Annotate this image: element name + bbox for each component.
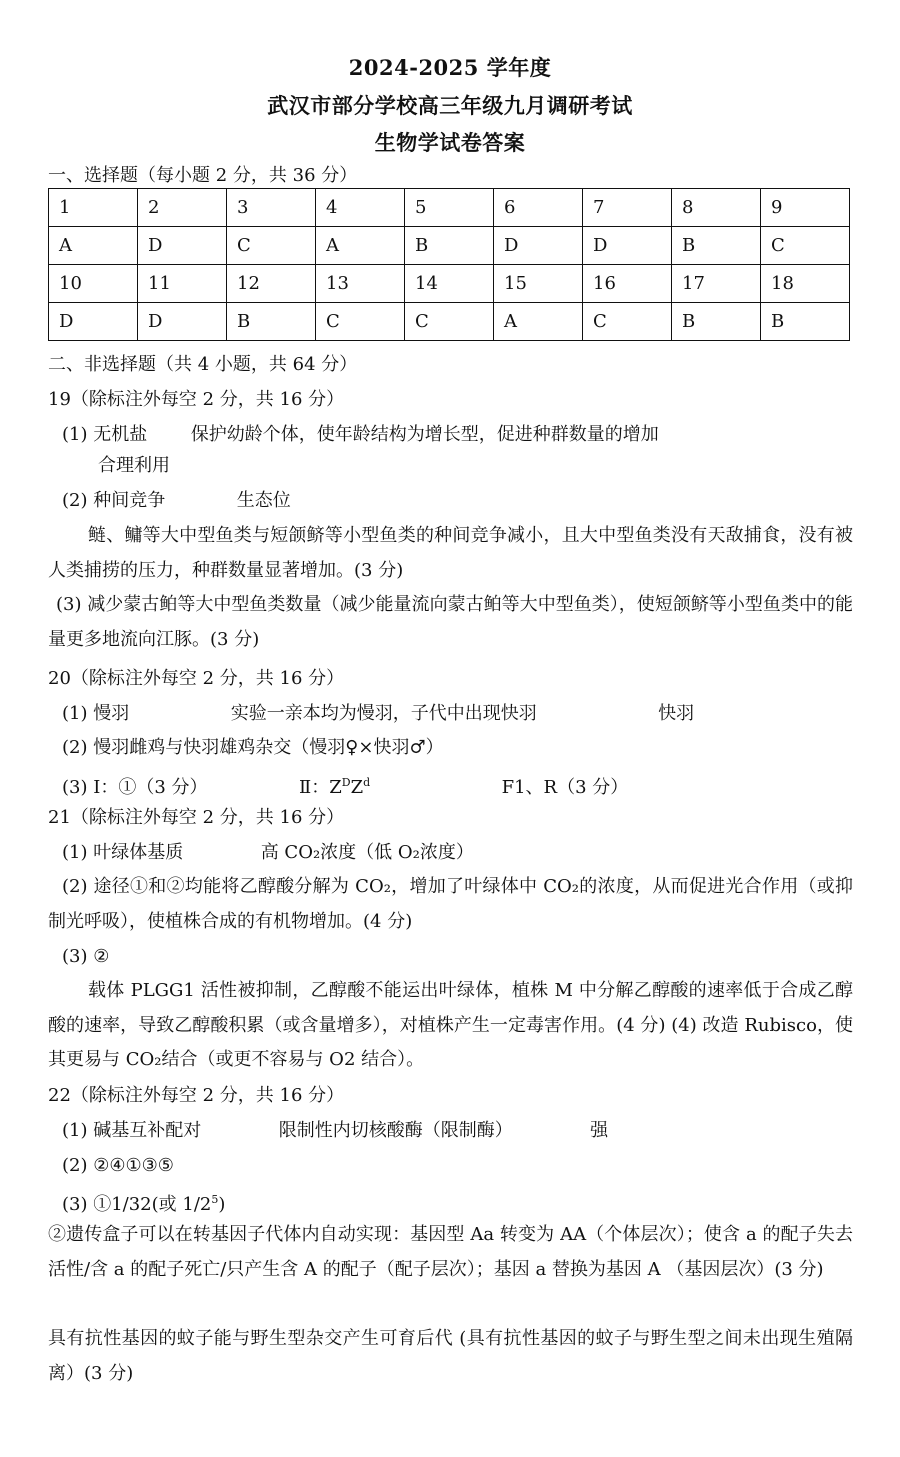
genotype-letter: Z: [329, 777, 342, 798]
answer-text: 限制性内切核酸酶（限制酶）: [278, 1120, 513, 1141]
q21-part1: [62, 842, 474, 864]
table-cell: D: [494, 227, 583, 265]
table-cell: D: [49, 303, 138, 341]
genotype-answer: [299, 777, 370, 798]
answer-text: 强: [590, 1120, 609, 1141]
table-cell: D: [138, 227, 227, 265]
q20-heading: 20（除标注外每空 2 分，共 16 分）: [48, 668, 345, 689]
answer-label: Ⅱ：: [299, 777, 330, 798]
table-cell: B: [227, 303, 316, 341]
title-subject: 生物学试卷答案: [374, 130, 526, 155]
section1-heading: 一、选择题（每小题 2 分，共 36 分）: [48, 165, 358, 186]
answer-text: 碱基互补配对: [93, 1120, 202, 1141]
q20-part3: [62, 772, 628, 799]
q20-part1: [62, 703, 694, 725]
part-number: (1): [62, 424, 88, 445]
table-cell: B: [672, 227, 761, 265]
answer-text: 高 CO₂浓度（低 O₂浓度）: [260, 842, 474, 863]
q21-heading: 21（除标注外每空 2 分，共 16 分）: [48, 807, 345, 828]
table-cell: C: [405, 303, 494, 341]
table-row: [49, 303, 850, 341]
table-cell: C: [761, 227, 850, 265]
exponent: 5: [211, 1193, 219, 1206]
answer-text: (3) ①1/32(或 1/2: [62, 1194, 212, 1215]
table-cell: 12: [227, 265, 316, 303]
genotype-letter: Z: [350, 777, 364, 798]
table-row: [49, 189, 850, 227]
table-cell: 11: [138, 265, 227, 303]
table-cell: A: [49, 227, 138, 265]
answer-text: 保护幼龄个体，使年龄结构为增长型，促进种群数量的增加: [190, 424, 659, 445]
table-cell: 3: [227, 189, 316, 227]
answer-text: 快羽: [658, 703, 695, 724]
answer-text: ): [218, 1194, 226, 1215]
table-cell: 2: [138, 189, 227, 227]
table-cell: 13: [316, 265, 405, 303]
table-cell: 1: [49, 189, 138, 227]
table-cell: C: [316, 303, 405, 341]
q19-heading: 19（除标注外每空 2 分，共 16 分）: [48, 389, 345, 410]
q19-part2: [62, 490, 291, 512]
table-cell: 15: [494, 265, 583, 303]
table-cell: C: [227, 227, 316, 265]
table-cell: D: [138, 303, 227, 341]
table-row: [49, 265, 850, 303]
part-number: (1): [62, 842, 88, 863]
part-number: (1): [62, 1120, 88, 1141]
table-cell: A: [494, 303, 583, 341]
q20-part2: (2) 慢羽雌鸡与快羽雄鸡杂交（慢羽♀×快羽♂）: [62, 737, 444, 758]
table-cell: 8: [672, 189, 761, 227]
table-cell: B: [672, 303, 761, 341]
answer-text: 生态位: [236, 490, 291, 511]
q22-part1: [62, 1120, 608, 1142]
q21-part3: (3) ②: [62, 946, 110, 967]
q21-part3-explanation: 载体 PLGG1 活性被抑制，乙醇酸不能运出叶绿体，植株 M 中分解乙醇酸的速率低于合成乙醇酸的速率，导致乙醇酸积累（或含量增多），对植株产生一定毒害作用。(4 分) (4) 改造 Rubisco，使其更易与 CO₂结合（或更不容易与 O2 结合）。: [48, 980, 853, 1071]
table-cell: 4: [316, 189, 405, 227]
table-cell: 18: [761, 265, 850, 303]
q19-part3: (3) 减少蒙古鲌等大中型鱼类数量（减少能量流向蒙古鲌等大中型鱼类），使短颌鲚等小型鱼类中的能量更多地流向江豚。(3 分): [48, 594, 853, 650]
part-number: (1): [62, 703, 88, 724]
answer-text: F1、R（3 分）: [501, 777, 629, 798]
answer-text: 种间竞争: [93, 490, 166, 511]
table-cell: 14: [405, 265, 494, 303]
genotype-superscript: d: [363, 776, 371, 789]
table-cell: 6: [494, 189, 583, 227]
choice-answer-table: [48, 188, 850, 341]
part-number: (2): [62, 490, 88, 511]
answer-text: 慢羽: [93, 703, 130, 724]
q22-heading: 22（除标注外每空 2 分，共 16 分）: [48, 1085, 345, 1106]
q22-part3-explanation: ②遗传盒子可以在转基因子代体内自动实现：基因型 Aa 转变为 AA（个体层次）；使含 a 的配子失去活性/含 a 的配子死亡/只产生含 A 的配子（配子层次）；基因 a 替换为基因 A （基因层次）(3 分): [48, 1224, 853, 1280]
table-cell: 16: [583, 265, 672, 303]
answer-text: 无机盐: [93, 424, 148, 445]
table-cell: C: [583, 303, 672, 341]
table-cell: 17: [672, 265, 761, 303]
answer-text: Ⅰ：①（3 分）: [93, 777, 208, 798]
table-row: [49, 227, 850, 265]
q19-part2-explanation: 鲢、鳙等大中型鱼类与短颌鲚等小型鱼类的种间竞争减小，且大中型鱼类没有天敌捕食，没有被人类捕捞的压力，种群数量显著增加。(3 分): [48, 525, 853, 581]
table-cell: B: [761, 303, 850, 341]
table-cell: A: [316, 227, 405, 265]
answer-text: 实验一亲本均为慢羽，子代中出现快羽: [230, 703, 537, 724]
q19-part1: [62, 424, 659, 446]
q22-part4: 具有抗性基因的蚊子能与野生型杂交产生可育后代 (具有抗性基因的蚊子与野生型之间未出现生殖隔离）(3 分): [48, 1328, 853, 1384]
q21-part2: (2) 途径①和②均能将乙醇酸分解为 CO₂，增加了叶绿体中 CO₂的浓度，从而促进光合作用（或抑制光呼吸），使植株合成的有机物增加。(4 分): [48, 876, 853, 932]
table-cell: D: [583, 227, 672, 265]
section2-heading: 二、非选择题（共 4 小题，共 64 分）: [48, 354, 358, 375]
part-number: (3): [62, 777, 88, 798]
title-year: 2024-2025 学年度: [348, 55, 552, 80]
q22-part3: [62, 1189, 225, 1216]
table-cell: 10: [49, 265, 138, 303]
q22-part2: (2) ②④①③⑤: [62, 1155, 174, 1176]
genotype-superscript: D: [341, 776, 351, 789]
table-cell: B: [405, 227, 494, 265]
answer-text: 叶绿体基质: [93, 842, 184, 863]
table-cell: 5: [405, 189, 494, 227]
title-exam: 武汉市部分学校高三年级九月调研考试: [267, 93, 633, 118]
table-cell: 9: [761, 189, 850, 227]
q19-part1-cont: 合理利用: [98, 455, 170, 476]
table-cell: 7: [583, 189, 672, 227]
